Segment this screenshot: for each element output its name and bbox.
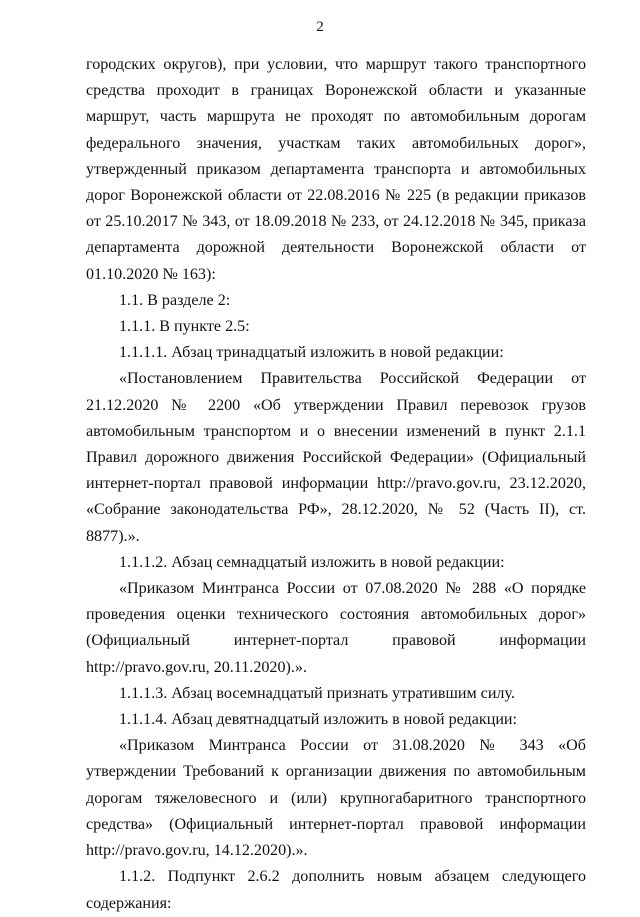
paragraph-item-1-1-1-2: 1.1.1.2. Абзац семнадцатый изложить в новой редакции: xyxy=(119,553,505,571)
paragraph-quote-order-343: «Приказом Минтранса России от 31.08.2020 № 343 «Об утверждении Требований к организации движения по автомобильным дорогам тяжеловесного и (или) крупногабаритного транспортного средства» (Официальный интернет-портал правовой информации http://pravo.gov.ru, 14.12.2020).». xyxy=(86,737,586,860)
page-number: 2 xyxy=(316,19,324,35)
paragraph-item-1-1-2: 1.1.2. Подпункт 2.6.2 дополнить новым абзацем следующего содержания: xyxy=(86,868,586,912)
paragraph-quote-government-decree: «Постановлением Правительства Российской Федерации от 21.12.2020 № 2200 «Об утверждении Правил перевозок грузов автомобильным транспортом и о внесении изменений в пункт 2.1.1 Правил дорожного движения Российской Федерации» (Официальный интернет-портал правовой информации http://pravo.gov.ru, 23.12.2020, «Собрание законодательства РФ», 28.12.2020, № 52 (Часть II), ст. 8877).». xyxy=(86,370,586,545)
paragraph-item-1-1-1-4: 1.1.1.4. Абзац девятнадцатый изложить в новой редакции: xyxy=(119,711,518,729)
paragraph-item-1-1: 1.1. В разделе 2: xyxy=(119,291,231,309)
paragraph-order-continuation: городских округов), при условии, что маршрут такого транспортного средства проходит в границах Воронежской области и указанные маршрут, часть маршрута не проходят по автомобильным дорогам федерального значения, участкам таких автомобильных дорог», утвержденный приказом департамента транспорта и автомобильных дорог Воронежской области от 22.08.2016 № 225 (в редакции приказов от 25.10.2017 № 343, от 18.09.2018 № 233, от 24.12.2018 № 345, приказа департамента дорожной деятельности Воронежской области от 01.10.2020 № 163): xyxy=(86,56,586,283)
paragraph-item-1-1-1: 1.1.1. В пункте 2.5: xyxy=(119,318,250,336)
document-body xyxy=(86,52,586,917)
paragraph-quote-order-288: «Приказом Минтранса России от 07.08.2020 № 288 «О порядке проведения оценки технического состояния автомобильных дорог» (Официальный интернет-портал правовой информации http://pravo.gov.ru, 20.11.2020).». xyxy=(86,580,586,676)
paragraph-item-1-1-1-3: 1.1.1.3. Абзац восемнадцатый признать утратившим силу. xyxy=(119,684,515,702)
paragraph-item-1-1-1-1: 1.1.1.1. Абзац тринадцатый изложить в новой редакции: xyxy=(119,344,504,362)
